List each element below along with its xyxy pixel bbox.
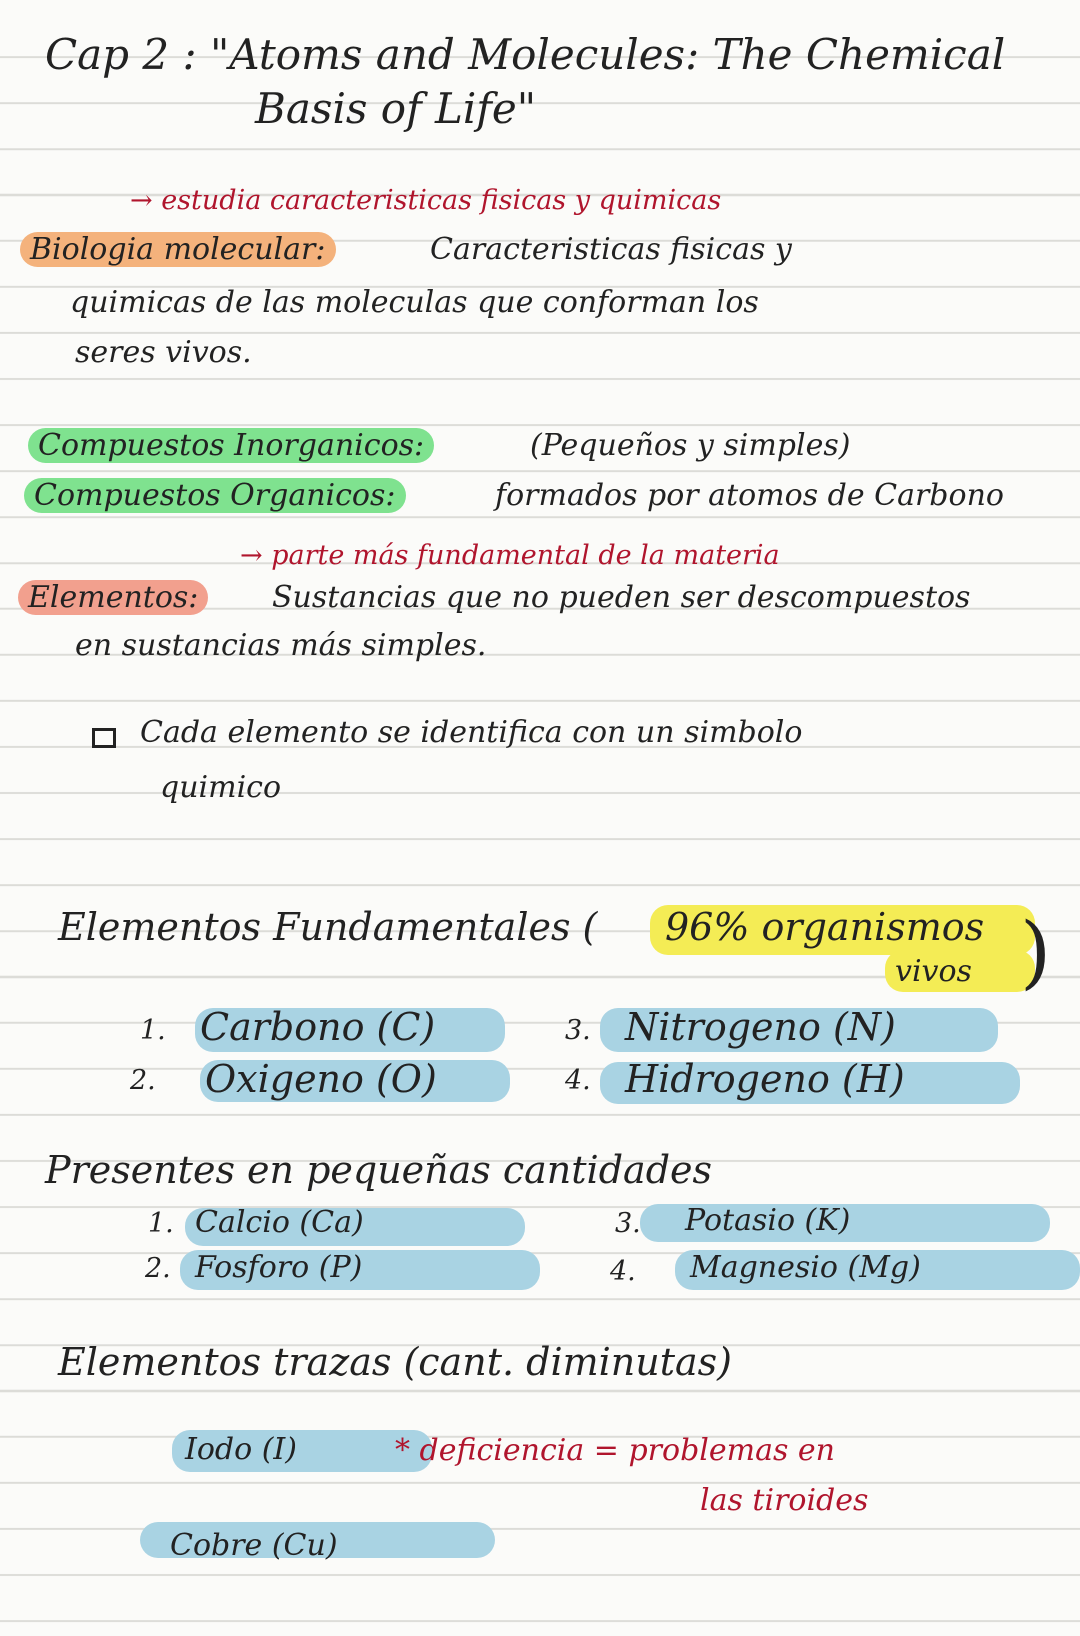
small-item-2: Fosforo (P) [195, 1250, 363, 1285]
inorganic-term: Compuestos Inorganicos: [28, 428, 434, 463]
small-num-2: 2. [145, 1253, 171, 1284]
organic-def: formados por atomos de Carbono [495, 478, 1004, 513]
fundamental-num-3: 3. [565, 1015, 591, 1046]
inorganic-def: (Pequeños y simples) [530, 428, 851, 463]
fundamental-item-3: Nitrogeno (N) [625, 1005, 896, 1049]
trace-copper: Cobre (Cu) [170, 1528, 338, 1563]
title-line-1: Cap 2 : "Atoms and Molecules: The Chemical [45, 30, 1006, 79]
small-item-3: Potasio (K) [685, 1203, 851, 1238]
checklist-line-1: Cada elemento se identifica con un simbolo [140, 715, 803, 750]
fundamental-num-4: 4. [565, 1065, 591, 1096]
trace-iodine: Iodo (I) [185, 1432, 297, 1467]
fundamental-close-paren: ) [1020, 905, 1052, 998]
small-item-1: Calcio (Ca) [195, 1205, 364, 1240]
title-line-2: Basis of Life" [255, 84, 537, 133]
trace-note-1: * deficiencia = problemas en [395, 1433, 835, 1468]
small-amounts-heading: Presentes en pequeñas cantidades [45, 1148, 713, 1192]
fundamental-item-4: Hidrogeno (H) [625, 1057, 905, 1101]
checkbox-icon [92, 728, 116, 748]
small-num-4: 4. [610, 1256, 636, 1287]
fundamental-pct-2: vivos [895, 954, 972, 989]
mol-bio-note: → estudia caracteristicas fisicas y quimicas [130, 185, 722, 216]
small-num-3: 3. [615, 1208, 641, 1239]
elements-def-1: Sustancias que no pueden ser descompuestos [272, 580, 971, 615]
checklist-line-2: quimico [160, 770, 282, 805]
fundamental-num-2: 2. [130, 1065, 156, 1096]
elements-term: Elementos: [18, 580, 208, 615]
mol-bio-term: Biologia molecular: [20, 232, 336, 267]
organic-term: Compuestos Organicos: [24, 478, 406, 513]
trace-note-2: las tiroides [700, 1483, 869, 1518]
mol-bio-def-3: seres vivos. [75, 335, 252, 370]
mol-bio-def-1: Caracteristicas fisicas y [430, 232, 792, 267]
elements-def-2: en sustancias más simples. [75, 628, 487, 663]
fundamental-item-2: Oxigeno (O) [205, 1057, 437, 1101]
fundamental-num-1: 1. [140, 1015, 166, 1046]
fundamental-heading: Elementos Fundamentales ( [58, 905, 598, 949]
mol-bio-def-2: quimicas de las moleculas que conforman los [70, 285, 759, 320]
elements-note: → parte más fundamental de la materia [240, 540, 780, 571]
fundamental-item-1: Carbono (C) [200, 1005, 436, 1049]
small-num-1: 1. [148, 1208, 174, 1239]
small-item-4: Magnesio (Mg) [690, 1250, 921, 1285]
trace-heading: Elementos trazas (cant. diminutas) [58, 1340, 732, 1384]
fundamental-pct: 96% organismos [665, 905, 985, 949]
